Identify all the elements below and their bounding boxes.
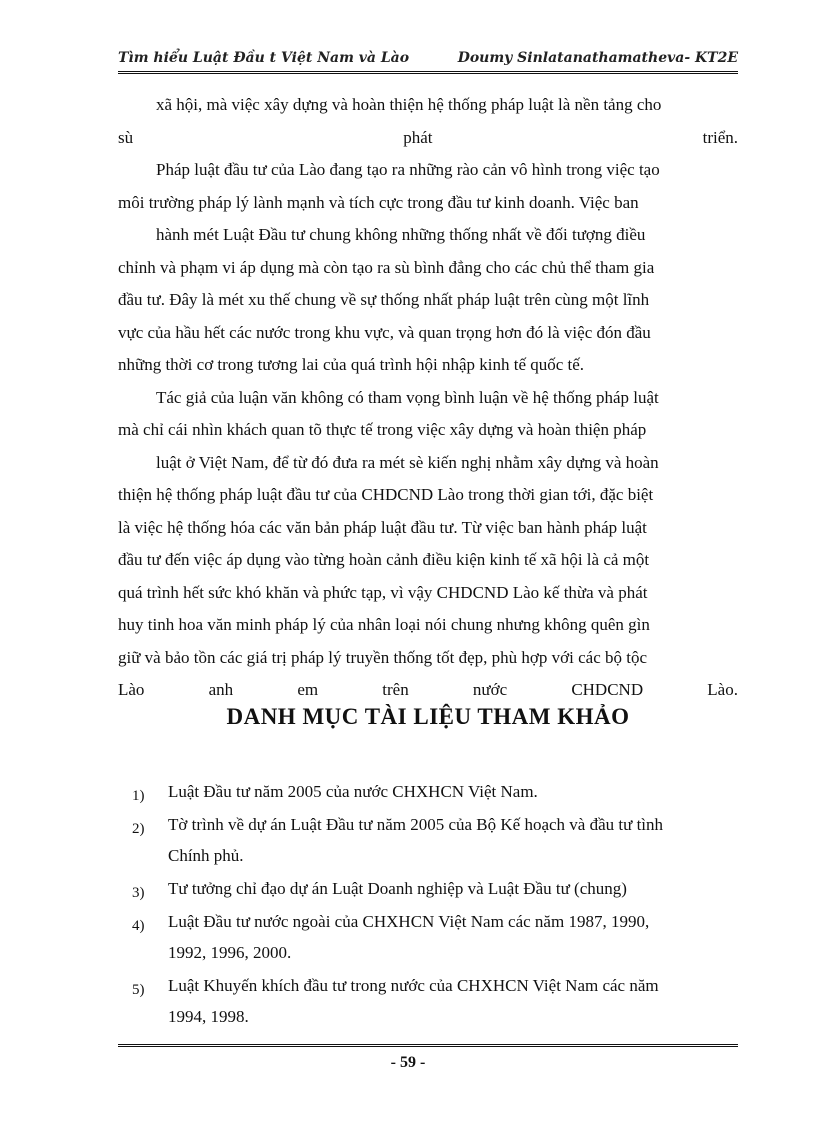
footer-divider <box>118 1044 738 1051</box>
word: trên <box>382 680 409 699</box>
text-line: xã hội, mà việc xây dựng và hoàn thiện hệ thống pháp luật là nền tảng cho <box>156 95 662 114</box>
reference-number: 2) <box>132 821 145 837</box>
reference-number: 3) <box>132 885 145 901</box>
text-line: là việc hệ thống hóa các văn bản pháp luật đầu tư. Từ việc ban hành pháp luật <box>118 517 647 537</box>
reference-item <box>118 906 738 968</box>
word: triển. <box>702 127 738 147</box>
text-line: huy tinh hoa văn minh pháp lý của nhân loại nói chung nhưng không quên gìn <box>118 615 650 634</box>
word: Lào <box>118 680 145 699</box>
reference-number: 4) <box>132 918 145 934</box>
text-line: môi trường pháp lý lành mạnh và tích cực trong đầu tư kinh doanh. Việc ban <box>118 192 639 212</box>
header-title: Tìm hiểu Luật Đầu t Việt Nam và Lào <box>118 50 410 66</box>
text-line: luật ở Việt Nam, để từ đó đưa ra mét sè kiến nghị nhằm xây dựng và hoàn <box>156 452 659 472</box>
header-author: Doumy Sinlatanathamatheva- KT2E <box>457 50 738 66</box>
reference-text: Tư tưởng chỉ đạo dự án Luật Doanh nghiệp và Luật Đầu tư (chung) <box>168 879 627 898</box>
reference-number: 5) <box>132 982 145 998</box>
text-line: mà chỉ cái nhìn khách quan tõ thực tế trong việc xây dựng và hoàn thiện pháp <box>118 420 647 439</box>
page-header <box>118 46 738 70</box>
reference-text-continued: 1992, 1996, 2000. <box>168 943 292 962</box>
reference-text: Luật Đầu tư năm 2005 của nước CHXHCN Việt Nam. <box>168 782 538 801</box>
page-number: - 59 - <box>390 1054 426 1071</box>
word: anh <box>208 680 234 699</box>
word: CHDCND <box>571 680 644 699</box>
body-paragraphs <box>118 89 738 707</box>
word: phát <box>403 127 433 147</box>
text-line: Pháp luật đầu tư của Lào đang tạo ra những rào cản vô hình trong việc tạo <box>156 160 660 179</box>
text-line-justified <box>118 674 738 707</box>
text-line: quá trình hết sức khó khăn và phức tạp, vì vậy CHDCND Lào kế thừa và phát <box>118 582 648 602</box>
text-line: hành mét Luật Đầu tư chung không những thống nhất về đối tượng điều <box>156 225 646 244</box>
text-line-justified <box>118 122 738 155</box>
word: Lào. <box>707 680 738 699</box>
reference-item <box>118 776 738 807</box>
reference-text: Luật Khuyến khích đầu tư trong nước của CHXHCN Việt Nam các năm <box>168 976 659 995</box>
reference-item <box>118 809 738 871</box>
text-line: chỉnh và phạm vi áp dụng mà còn tạo ra sù bình đẳng cho các chủ thể tham gia <box>118 257 655 277</box>
reference-item <box>118 873 738 904</box>
references-list <box>118 776 738 1034</box>
word: sù <box>118 127 134 147</box>
header-divider <box>118 71 738 78</box>
reference-text: Tờ trình về dự án Luật Đầu tư năm 2005 của Bộ Kế hoạch và đầu tư tình <box>168 815 664 834</box>
text-line: thiện hệ thống pháp luật đầu tư của CHDCND Lào trong thời gian tới, đặc biệt <box>118 485 654 504</box>
word: nước <box>472 680 508 699</box>
reference-text-continued: 1994, 1998. <box>168 1007 249 1026</box>
reference-text-continued: Chính phủ. <box>168 846 244 865</box>
text-line: vực của hầu hết các nước trong khu vực, và quan trọng hơn đó là việc đón đầu <box>118 322 651 342</box>
reference-number: 1) <box>132 788 145 804</box>
references-heading: DANH MỤC TÀI LIỆU THAM KHẢO <box>226 704 630 729</box>
word: em <box>297 680 319 699</box>
text-line: đầu tư. Đây là mét xu thế chung về sự thống nhất pháp luật trên cùng một lĩnh <box>118 290 650 309</box>
reference-text: Luật Đầu tư nước ngoài của CHXHCN Việt Nam các năm 1987, 1990, <box>168 912 650 931</box>
text-line: đầu tư đến việc áp dụng vào từng hoàn cảnh điều kiện kinh tế xã hội là cả một <box>118 550 650 569</box>
text-line: giữ và bảo tồn các giá trị pháp lý truyền thống tốt đẹp, phù hợp với các bộ tộc <box>118 647 648 667</box>
text-line: Tác giả của luận văn không có tham vọng bình luận về hệ thống pháp luật <box>156 387 659 407</box>
text-line: những thời cơ trong tương lai của quá trình hội nhập kinh tế quốc tế. <box>118 355 585 374</box>
reference-item <box>118 970 738 1032</box>
